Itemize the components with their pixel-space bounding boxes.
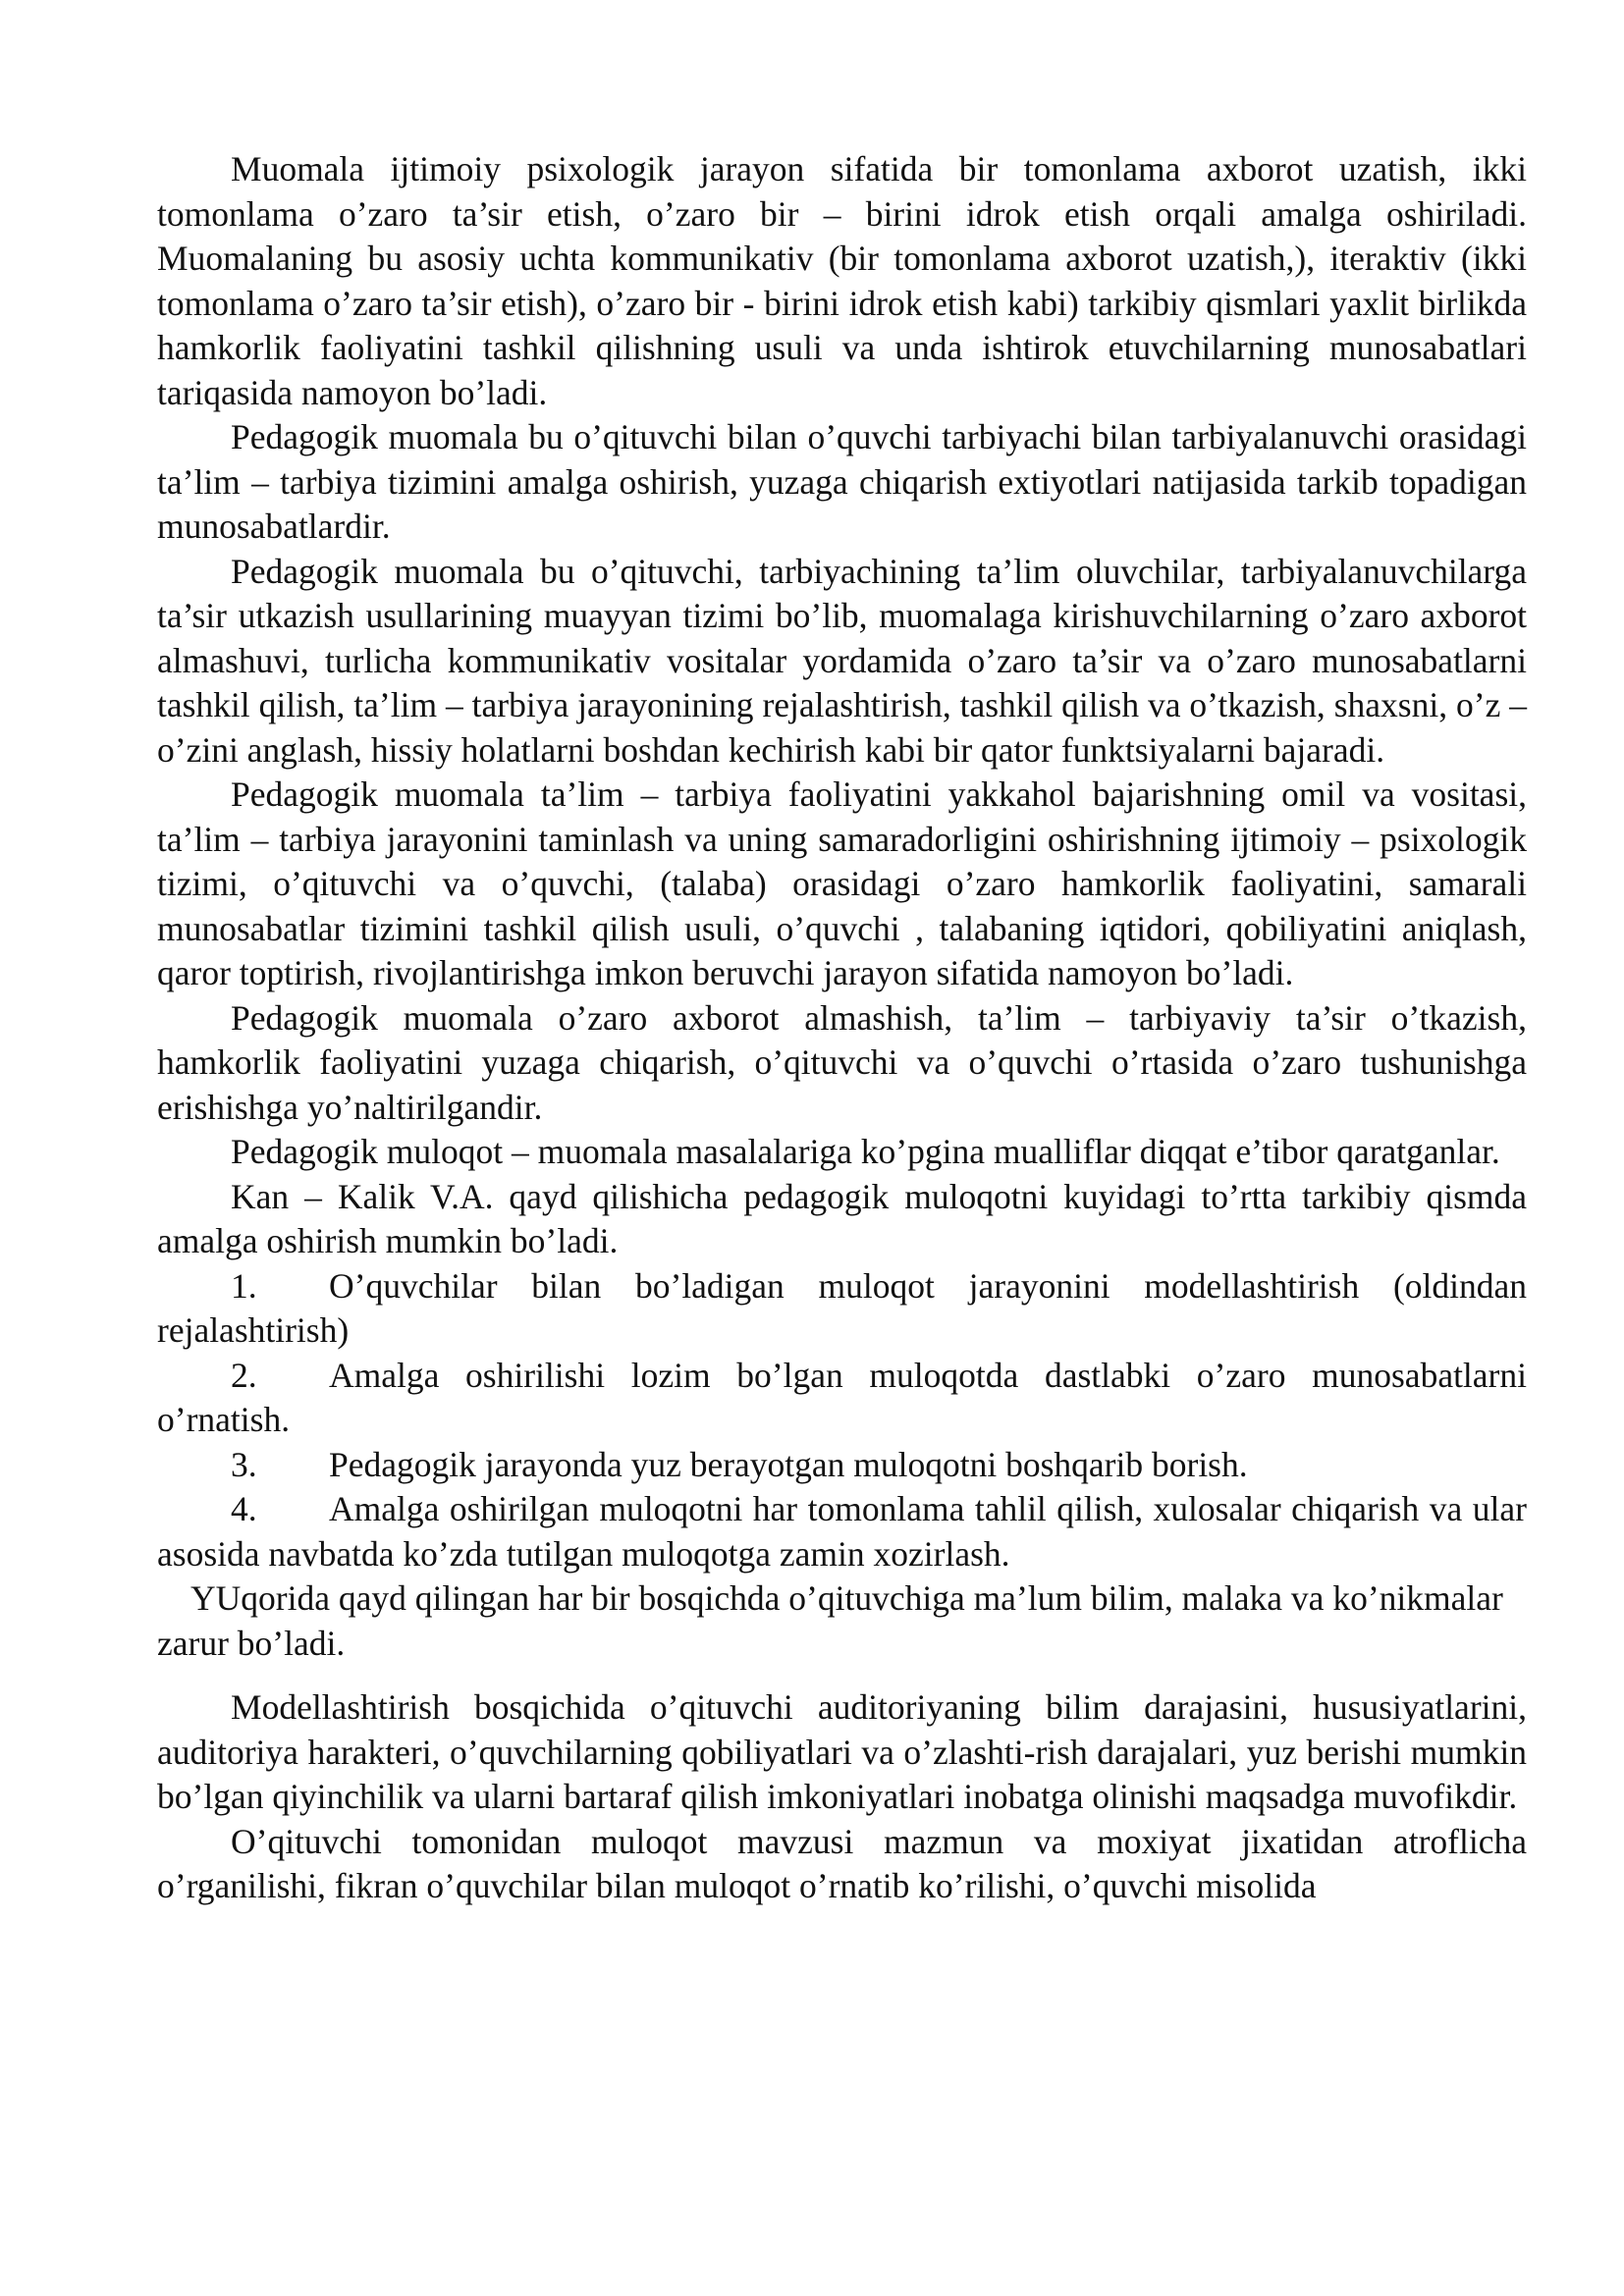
closing-paragraph-1: Modellashtirish bosqichida o’qituvchi auditoriyaning bilim darajasini, hususiyatlarini, auditoriya harakteri, o’quvchilarning qobiliyatlari va o’zlashti-rish darajalari, yuz berishi mumkin bo’lgan qiyinchilik va ularni bartaraf qilish imkoniyatlari inobatga olinishi maqsadga muvofikdir.: [157, 1687, 1527, 1816]
list-number: 3.: [231, 1444, 257, 1484]
list-number: 4.: [231, 1489, 257, 1528]
paragraph-1: Muomala ijtimoiy psixologik jarayon sifatida bir tomonlama axborot uzatish, ikki tomonlama o’zaro ta’sir etish, o’zaro bir – birini idrok etish orqali amalga oshiriladi. Muomalaning bu asosiy uchta kommunikativ (bir tomonlama axborot uzatish,), iteraktiv (ikki tomonlama o’zaro ta’sir etish), o’zaro bir - birini idrok etish kabi) tarkibiy qismlari yaxlit birlikda hamkorlik faoliyatini tashkil qilishning usuli va unda ishtirok etuvchilarning munosabatlari tariqasida namoyon bo’ladi.: [157, 149, 1527, 412]
list-item-text: Amalga oshirilishi lozim bo’lgan muloqotda dastlabki o’zaro munosabatlarni o’rnatish.: [157, 1355, 1527, 1439]
list-item-3: [157, 1443, 1527, 1488]
paragraph-3: Pedagogik muomala bu o’qituvchi, tarbiyachining ta’lim oluvchilar, tarbiyalanuvchilarga ta’sir utkazish usullarining muayyan tizimi bo’lib, muomalaga kirishuvchilarning o’zaro axborot almashuvi, turlicha kommunikativ vositalar yordamida o’zaro ta’sir va o’zaro munosabatlarni tashkil qilish, ta’lim – tarbiya jarayonining rejalashtirish, tashkil qilish va o’tkazish, shaxsni, o’z – o’zini anglash, hissiy holatlarni boshdan kechirish kabi bir qator funktsiyalarni bajaradi.: [157, 551, 1527, 770]
list-item-2: [157, 1354, 1527, 1443]
paragraph-4: Pedagogik muomala ta’lim – tarbiya faoliyatini yakkahol bajarishning omil va vositasi, ta’lim – tarbiya jarayonini taminlash va uning samaradorligini oshirishning ijtimoiy – psixologik tizimi, o’qituvchi va o’quvchi, (talaba) orasidagi o’zaro hamkorlik faoliyatini, samarali munosabatlar tizimini tashkil qilish usuli, o’quvchi , talabaning iqtidori, qobiliyatini aniqlash, qaror toptirish, rivojlantirishga imkon beruvchi jarayon sifatida namoyon bo’ladi.: [157, 774, 1527, 992]
list-item-4: [157, 1487, 1527, 1576]
paragraph-5: Pedagogik muomala o’zaro axborot almashish, ta’lim – tarbiyaviy ta’sir o’tkazish, hamkorlik faoliyatini yuzaga chiqarish, o’qituvchi va o’quvchi o’rtasida o’zaro tushunishga erishishga yo’naltirilgandir.: [157, 997, 1527, 1127]
closing-paragraph-2: O’qituvchi tomonidan muloqot mavzusi mazmun va moxiyat jixatidan atroflicha o’rganilishi, fikran o’quvchilar bilan muloqot o’rnatib ko’rilishi, o’quvchi misolida: [157, 1821, 1527, 1905]
list-item-text: O’quvchilar bilan bo’ladigan muloqot jarayonini modellashtirish (oldindan rejalashtirish): [157, 1265, 1527, 1350]
paragraph-7: Kan – Kalik V.A. qayd qilishicha pedagogik muloqotni kuyidagi to’rtta tarkibiy qismda amalga oshirish mumkin bo’ladi.: [157, 1176, 1527, 1260]
after-list-paragraph: YUqorida qayd qilingan har bir bosqichda o’qituvchiga ma’lum bilim, malaka va ko’nikmalar zarur bo’ladi.: [157, 1578, 1503, 1663]
paragraph-6: Pedagogik muloqot – muomala masalalariga ko’pgina mualliflar diqqat e’tibor qaratganlar.: [231, 1132, 1500, 1171]
list-number: 2.: [231, 1355, 257, 1395]
list-item-text: Pedagogik jarayonda yuz berayotgan muloqotni boshqarib borish.: [329, 1444, 1248, 1484]
paragraph-2: Pedagogik muomala bu o’qituvchi bilan o’quvchi tarbiyachi bilan tarbiyalanuvchi orasidagi ta’lim – tarbiya tizimini amalga oshirish, yuzaga chiqarish extiyotlari natijasida tarkib topadigan munosabatlardir.: [157, 417, 1527, 546]
list-item-1: [157, 1264, 1527, 1354]
list-item-text: Amalga oshirilgan muloqotni har tomonlama tahlil qilish, xulosalar chiqarish va ular asosida navbatda ko’zda tutilgan muloqotga zamin xozirlash.: [157, 1489, 1527, 1574]
document-page: [157, 147, 1527, 1909]
list-number: 1.: [231, 1265, 257, 1306]
